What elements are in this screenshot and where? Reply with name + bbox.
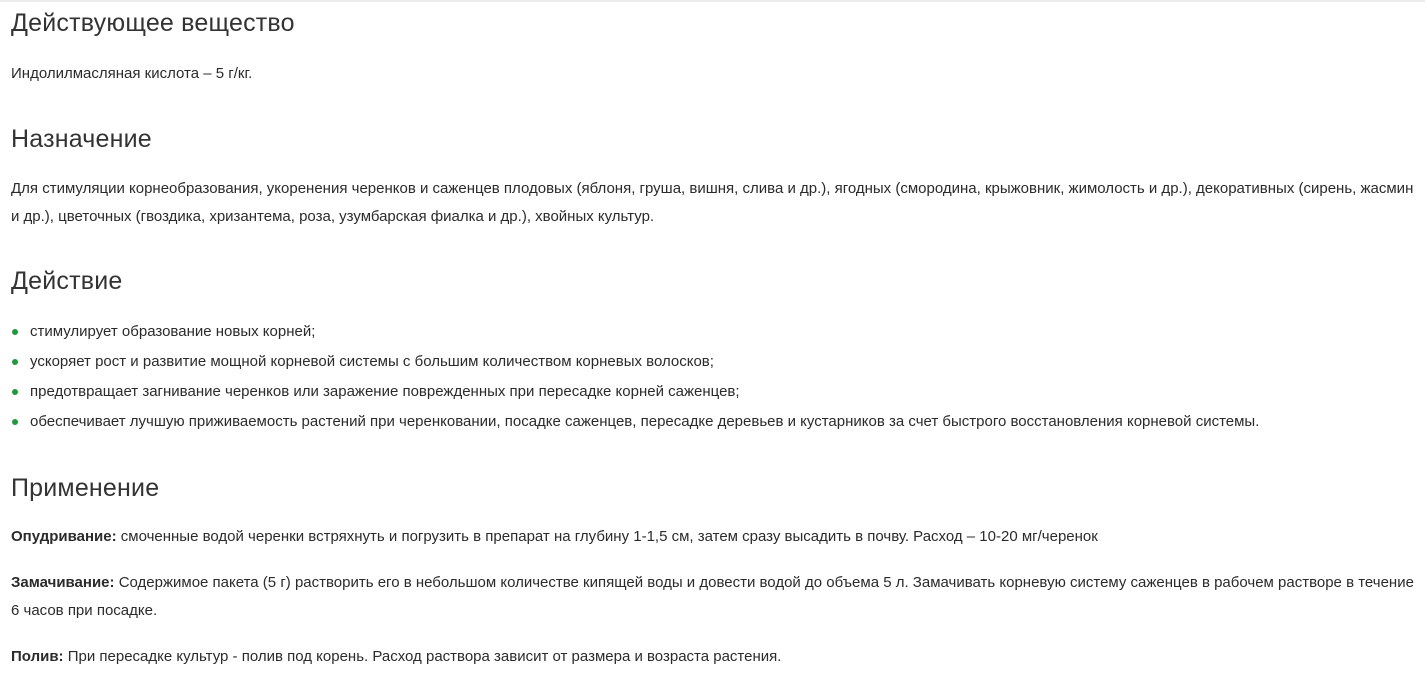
purpose-heading: Назначение xyxy=(11,125,152,153)
method-text: Содержимое пакета (5 г) растворить его в небольшом количестве кипящей воды и довести водой до объема 5 л. Замачивать корневую систему саженцев в рабочем растворе в течение 6 часов при посадке. xyxy=(11,574,1414,619)
purpose-text: Для стимуляции корнеобразования, укоренения черенков и саженцев плодовых (яблоня, груша, вишня, слива и др.), ягодных (смородина, крыжовник, жимолость и др.), декоративных (сирень, жасмин и др.), цветочных (гвоздика, хризантема, роза, узумбарская фиалка и др.), хвойных культур. xyxy=(11,180,1414,225)
method-label: Опудривание: xyxy=(11,528,117,545)
active-substance-heading: Действующее вещество xyxy=(11,9,295,37)
method-text: смоченные водой черенки встряхнуть и погрузить в препарат на глубину 1-1,5 см, затем сразу высадить в почву. Расход – 10-20 мг/черенок xyxy=(116,528,1098,545)
application-heading: Применение xyxy=(11,474,160,502)
application-method-dusting xyxy=(11,523,1098,551)
list-item: обеспечивает лучшую приживаемость растений при черенковании, посадке саженцев, пересадке деревьев и кустарников за счет быстрого восстановления корневой системы. xyxy=(11,407,1259,437)
application-method-watering xyxy=(11,643,781,671)
active-substance-text: Индолилмасляная кислота – 5 г/кг. xyxy=(11,65,253,82)
application-method-soaking xyxy=(11,569,1421,625)
list-item: стимулирует образование новых корней; xyxy=(11,317,1259,347)
top-divider xyxy=(0,0,1425,2)
action-heading: Действие xyxy=(11,267,123,295)
method-label: Замачивание: xyxy=(11,574,115,591)
method-text: При пересадке культур - полив под корень. Расход раствора зависит от размера и возраста растения. xyxy=(63,648,782,665)
action-list xyxy=(11,317,1259,437)
method-label: Полив: xyxy=(11,648,64,665)
list-item: ускоряет рост и развитие мощной корневой системы с большим количеством корневых волосков; xyxy=(11,347,1259,377)
list-item: предотвращает загнивание черенков или заражение поврежденных при пересадке корней саженцев; xyxy=(11,377,1259,407)
